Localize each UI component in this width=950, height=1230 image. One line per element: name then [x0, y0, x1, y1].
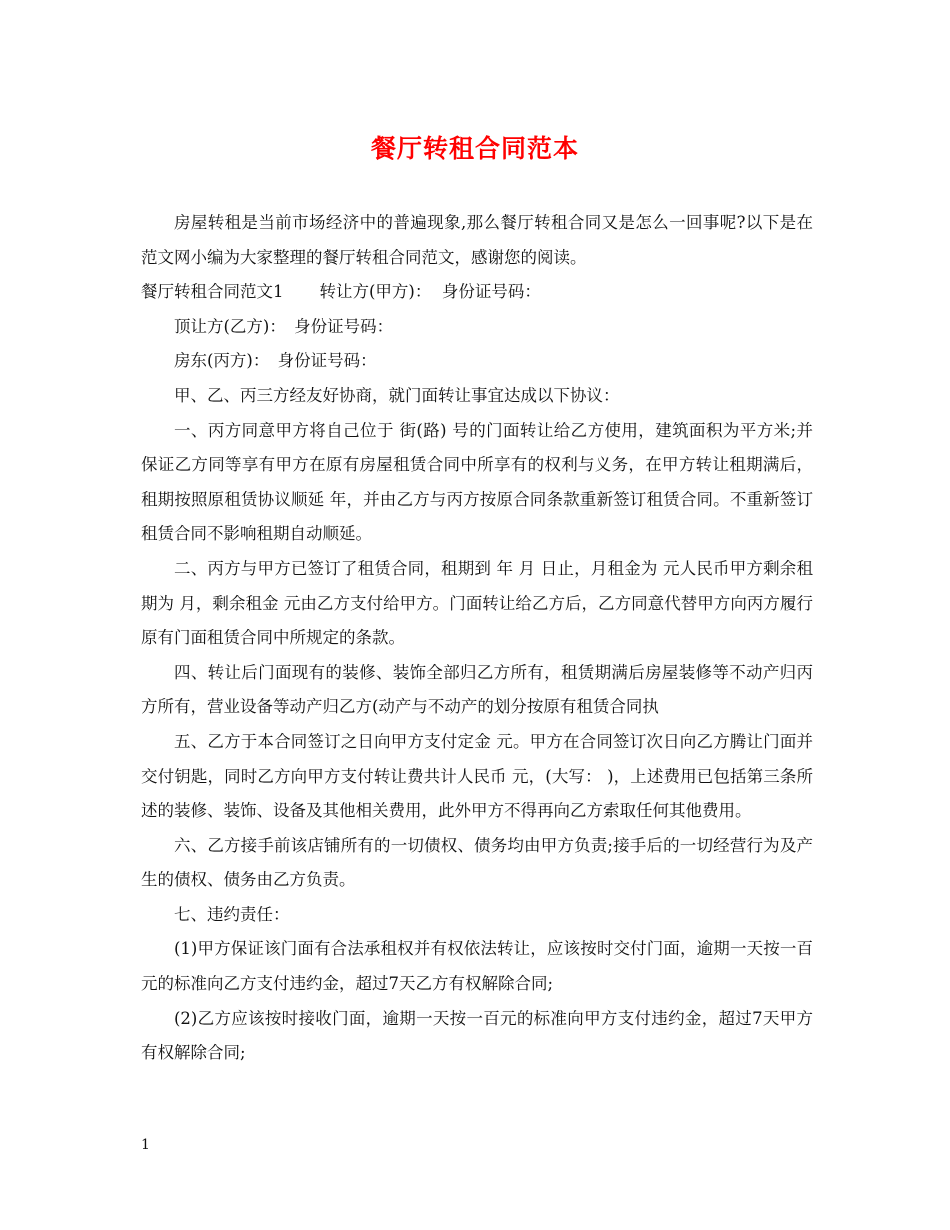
transferor-label: 转让方(甲方)：	[319, 282, 432, 302]
landlord-line: 房东(丙方)： 身份证号码：	[174, 351, 377, 371]
clause-7-item-2: (2)乙方应该按时接收门面，逾期一天按一百元的标准向甲方支付违约金，超过7天甲方有权解除合同;	[141, 1008, 813, 1063]
document-title: 餐厅转租合同范本	[370, 134, 579, 163]
clause-5: 五、乙方于本合同签订之日向甲方支付定金 元。甲方在合同签订次日向乙方腾让门面并交付钥匙，同时乙方向甲方支付转让费共计人民币 元，(大写： )，上述费用已包括第三条所述的装修、装饰、设备及其他相关费用，此外甲方不得再向乙方索取任何其他费用。	[141, 731, 813, 821]
document-body	[141, 206, 813, 1071]
intro-paragraph: 房屋转租是当前市场经济中的普遍现象,那么餐厅转租合同又是怎么一回事呢?以下是在范文网小编为大家整理的餐厅转租合同范文，感谢您的阅读。	[141, 213, 813, 267]
clause-1: 一、丙方同意甲方将自己位于 街(路) 号的门面转让给乙方使用，建筑面积为平方米;并保证乙方同等享有甲方在原有房屋租赁合同中所享有的权利与义务，在甲方转让租期满后，租期按照原租赁协议顺延 年，并由乙方与丙方按原合同条款重新签订租赁合同。不重新签订租赁合同不影响租期自动顺延。	[141, 420, 813, 544]
transferee-line: 顶让方(乙方)： 身份证号码：	[174, 316, 394, 336]
clause-4: 四、转让后门面现有的装修、装饰全部归乙方所有，租赁期满后房屋装修等不动产归丙方所有，营业设备等动产归乙方(动产与不动产的划分按原有租赁合同执	[141, 662, 813, 717]
clause-2: 二、丙方与甲方已签订了租赁合同，租期到 年 月 日止，月租金为 元人民币甲方剩余租期为 月，剩余租金 元由乙方支付给甲方。门面转让给乙方后，乙方同意代替甲方向丙方履行原有门面租赁合同中所规定的条款。	[141, 558, 813, 648]
contract-sample-label: 餐厅转租合同范文1	[141, 282, 284, 302]
agreement-intro: 甲、乙、丙三方经友好协商，就门面转让事宜达成以下协议：	[174, 385, 620, 405]
page-number: 1	[141, 1137, 150, 1153]
clause-7-item-1: (1)甲方保证该门面有合法承租权并有权依法转让，应该按时交付门面，逾期一天按一百元的标准向乙方支付违约金，超过7天乙方有权解除合同;	[141, 939, 813, 994]
parties-line	[141, 275, 813, 310]
clause-6: 六、乙方接手前该店铺所有的一切债权、债务均由甲方负责;接手后的一切经营行为及产生的债权、债务由乙方负责。	[141, 835, 813, 890]
id-number-label: 身份证号码：	[441, 282, 541, 302]
clause-7-heading: 七、违约责任：	[174, 904, 290, 924]
